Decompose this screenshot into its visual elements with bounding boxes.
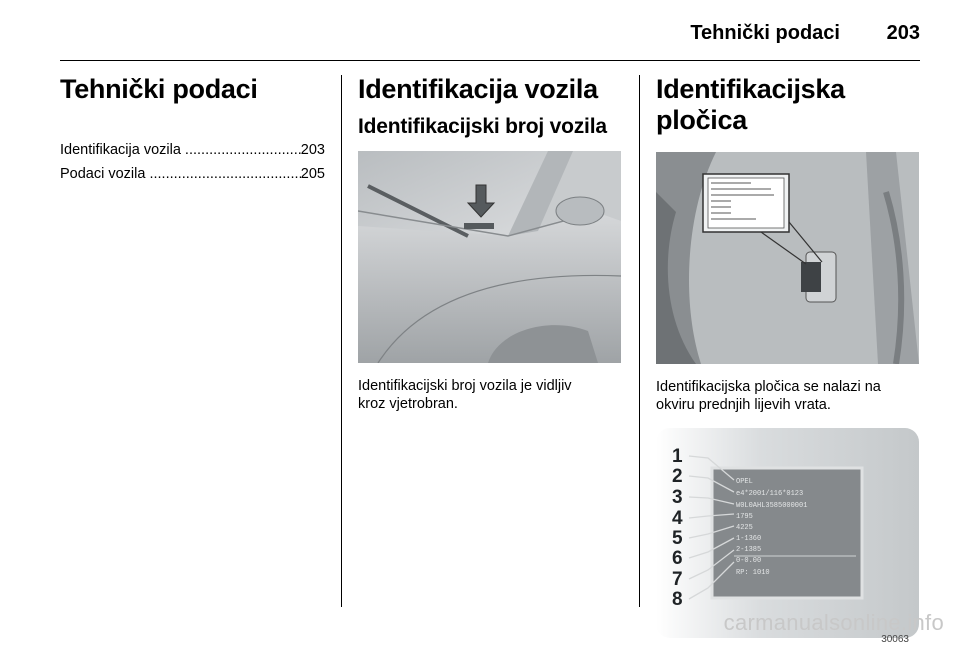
door-frame-drawing [656, 152, 919, 364]
vin-caption-line: Identifikacijski broj vozila je vidljiv [358, 378, 572, 394]
vin-caption [358, 377, 623, 413]
callout-number: 3 [672, 487, 683, 508]
toc-entry-page: 205 [300, 166, 325, 182]
vin-caption-line: kroz vjetrobran. [358, 396, 458, 412]
column-identification-plate [656, 74, 920, 648]
plate-line: 2-1385 [736, 546, 762, 554]
callout-number: 4 [672, 508, 683, 529]
callout-number: 7 [672, 569, 683, 590]
column-vehicle-identification [358, 74, 623, 413]
plate-line: 1-1360 [736, 535, 762, 543]
plate-line: e4*2001/116*0123 [736, 490, 804, 498]
plate-line: 0-0.00 [736, 557, 762, 565]
column-divider [639, 75, 640, 607]
chapter-title: Tehnički podaci [60, 74, 258, 104]
plate-line: W0L0AHL3585000001 [736, 502, 808, 510]
subsection-title: Identifikacijski broj vozila [358, 115, 607, 138]
plate-caption [656, 378, 920, 414]
plate-caption-line: Identifikacijska pločica se nalazi na [656, 379, 881, 395]
section-title: Identifikacija vozila [358, 74, 598, 104]
toc-entry-label: Podaci vozila ..... [60, 162, 301, 186]
plate-line: OPEL [736, 478, 753, 486]
toc-entry[interactable] [60, 162, 325, 186]
callout-number: 1 [672, 446, 683, 467]
car-hood-drawing [358, 151, 621, 363]
toc-entry-page: 203 [300, 142, 325, 158]
image-code: 30063 [881, 634, 909, 645]
callout-number: 8 [672, 589, 683, 610]
plate-line: RP: 1010 [736, 569, 770, 577]
toc-entry-label: Identifikacija vozila ..... [60, 138, 301, 162]
door-frame-plate-illustration [656, 152, 919, 364]
table-of-contents [60, 138, 325, 186]
column-toc [60, 74, 325, 186]
callout-number: 6 [672, 548, 683, 569]
header-section-title: Tehnički podaci [690, 22, 840, 44]
windshield-vin-illustration [358, 151, 621, 363]
plate-caption-line: okviru prednjih lijevih vrata. [656, 397, 831, 413]
callout-number: 2 [672, 466, 683, 487]
header-page-number: 203 [886, 22, 920, 44]
watermark: carmanualsonline.info [723, 610, 944, 635]
section-title: Identifikacijska pločica [656, 74, 845, 135]
page-header [60, 18, 920, 61]
plate-line: 1795 [736, 513, 753, 521]
column-divider [341, 75, 342, 607]
plate-line: 4225 [736, 524, 753, 532]
toc-entry[interactable] [60, 138, 325, 162]
callout-number: 5 [672, 528, 683, 549]
